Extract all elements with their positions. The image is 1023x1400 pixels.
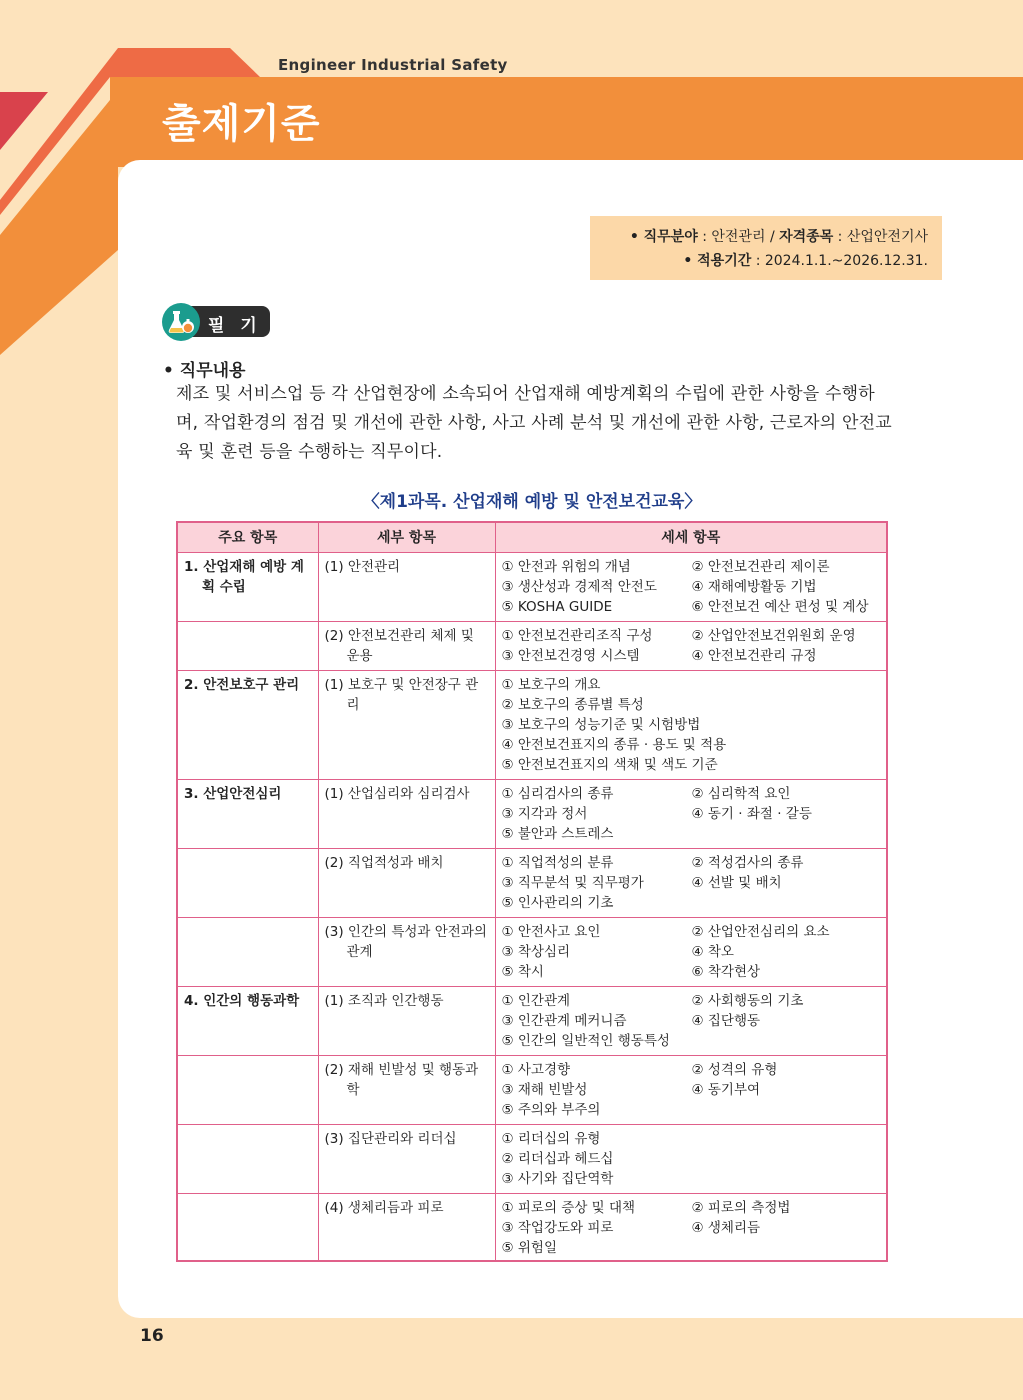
major-item-label: 4. 인간의 행동과학 [184,992,300,1009]
major-item-label: 3. 산업안전심리 [184,785,282,802]
sub-item-cell [318,779,495,848]
detail-item: ⑤ 인간의 일반적인 행동특성 [501,1032,670,1049]
sub-item-label: (1) 산업심리와 심리검사 [324,785,470,802]
table-header-row [177,522,887,552]
table-row [177,986,887,1055]
table-row [177,670,887,779]
detail-item: ⑥ 안전보건 예산 편성 및 계상 [691,598,869,615]
detail-item: ① 피로의 증상 및 대책 [501,1199,636,1216]
detail-item: ① 보호구의 개요 [501,676,601,693]
sub-item-cell [318,621,495,670]
detail-item: ④ 집단행동 [691,1012,761,1029]
sub-item-cell [318,1193,495,1261]
detail-item: ④ 동기 · 좌절 · 갈등 [691,805,812,822]
detail-items-cell [495,986,887,1055]
major-item-cell [177,552,318,621]
major-item-cell [177,917,318,986]
table-row [177,1055,887,1124]
table-caption: 〈제1과목. 산업재해 예방 및 안전보건교육〉 [362,492,702,512]
detail-item: ② 보호구의 종류별 특성 [501,696,644,713]
info-line-period: • 적용기간 : 2024.1.1.~2026.12.31. [683,253,928,269]
sub-item-cell [318,917,495,986]
column-header: 세세 항목 [495,522,887,552]
sub-item-cell [318,848,495,917]
sub-item-label: (1) 조직과 인간행동 [324,992,444,1009]
flask-icon [162,303,200,341]
detail-item: ⑤ KOSHA GUIDE [501,598,613,615]
column-header: 주요 항목 [177,522,318,552]
detail-item: ⑤ 착시 [501,963,544,980]
detail-item: ③ 지각과 정서 [501,805,588,822]
detail-item: ④ 동기부여 [691,1081,761,1098]
detail-items-cell [495,1055,887,1124]
table-body [177,552,887,1261]
detail-item: ① 심리검사의 종류 [501,785,614,802]
detail-item: ③ 생산성과 경제적 안전도 [501,578,657,595]
major-item-label: 2. 안전보호구 관리 [184,676,300,693]
detail-item: ③ 안전보건경영 시스템 [501,647,640,664]
detail-item: ② 사회행동의 기초 [691,992,804,1009]
major-item-cell [177,1193,318,1261]
page-title: 출제기준 [162,101,321,147]
sub-item-label: (1) 보호구 및 안전장구 관리 [324,676,479,713]
detail-item: ② 성격의 유형 [691,1061,778,1078]
detail-items-cell [495,917,887,986]
table-row [177,1193,887,1261]
detail-item: ④ 생체리듬 [691,1219,761,1236]
sub-item-cell [318,986,495,1055]
detail-items-cell [495,621,887,670]
sub-item-label: (2) 직업적성과 배치 [324,854,444,871]
major-item-cell [177,986,318,1055]
detail-item: ⑤ 불안과 스트레스 [501,825,614,842]
detail-item: ① 안전과 위험의 개념 [501,558,631,575]
detail-item: ② 심리학적 요인 [691,785,791,802]
header-subtitle: Engineer Industrial Safety [278,56,508,74]
detail-items-cell [495,552,887,621]
sub-item-label: (2) 안전보건관리 체제 및 운용 [324,627,474,664]
column-header: 세부 항목 [318,522,495,552]
page-number: 16 [140,1326,164,1346]
detail-item: ④ 선발 및 배치 [691,874,782,891]
duty-heading: • 직무내용 [163,361,246,381]
major-item-cell [177,779,318,848]
detail-item: ⑤ 주의와 부주의 [501,1101,601,1118]
detail-item: ⑤ 안전보건표지의 색채 및 색도 기준 [501,756,718,773]
detail-item: ③ 재해 빈발성 [501,1081,588,1098]
detail-item: ① 인간관계 [501,992,571,1009]
detail-item: ⑤ 위험일 [501,1239,558,1256]
detail-items-cell [495,779,887,848]
major-item-label: 1. 산업재해 예방 계획 수립 [184,558,304,595]
sub-item-label: (1) 안전관리 [324,558,401,575]
detail-item: ④ 재해예방활동 기법 [691,578,817,595]
detail-items-cell [495,1193,887,1261]
detail-item: ④ 착오 [691,943,734,960]
major-item-cell [177,670,318,779]
detail-item: ① 사고경향 [501,1061,571,1078]
detail-item: ① 안전사고 요인 [501,923,601,940]
detail-item: ② 리더십과 헤드십 [501,1150,614,1167]
detail-items-cell [495,848,887,917]
detail-item: ③ 인간관계 메커니즘 [501,1012,627,1029]
info-line-field: • 직무분야 : 안전관리 / 자격종목 : 산업안전기사 [629,229,928,245]
detail-item: ① 리더십의 유형 [501,1130,601,1147]
sub-item-cell [318,670,495,779]
table-row [177,552,887,621]
detail-item: ③ 작업강도와 피로 [501,1219,614,1236]
detail-item: ① 안전보건관리조직 구성 [501,627,653,644]
major-item-cell [177,621,318,670]
detail-item: ② 적성검사의 종류 [691,854,804,871]
detail-item: ⑥ 착각현상 [691,963,761,980]
detail-items-cell [495,1124,887,1193]
detail-item: ③ 사기와 집단역학 [501,1170,614,1187]
written-exam-badge [162,303,270,339]
detail-item: ③ 직무분석 및 직무평가 [501,874,644,891]
sub-item-label: (3) 인간의 특성과 안전과의 관계 [324,923,487,960]
detail-item: ③ 착상심리 [501,943,571,960]
detail-item: ② 산업안전보건위원회 운영 [691,627,856,644]
table-row [177,1124,887,1193]
detail-item: ④ 안전보건표지의 종류 · 용도 및 적용 [501,736,727,753]
detail-item: ① 직업적성의 분류 [501,854,614,871]
table-row [177,917,887,986]
detail-item: ② 안전보건관리 제이론 [691,558,830,575]
table-row [177,779,887,848]
sub-item-label: (2) 재해 빈발성 및 행동과학 [324,1061,479,1098]
detail-item: ⑤ 인사관리의 기초 [501,894,614,911]
sub-item-cell [318,552,495,621]
badge-label: 필 기 [208,316,262,336]
sub-item-label: (3) 집단관리와 리더십 [324,1130,457,1147]
detail-items-cell [495,670,887,779]
sub-item-label: (4) 생체리듬과 피로 [324,1199,444,1216]
info-box [590,216,942,280]
sub-item-cell [318,1055,495,1124]
major-item-cell [177,848,318,917]
detail-item: ④ 안전보건관리 규정 [691,647,817,664]
sub-item-cell [318,1124,495,1193]
major-item-cell [177,1124,318,1193]
duty-text: 제조 및 서비스업 등 각 산업현장에 소속되어 산업재해 예방계획의 수립에 관한 사항을 수행하며, 작업환경의 점검 및 개선에 관한 사항, 사고 사례 분석 및 개선에 관한 사항, 근로자의 안전교육 및 훈련 등을 수행하는 직무이다. [176,384,892,462]
major-item-cell [177,1055,318,1124]
table-row [177,848,887,917]
syllabus-table [176,521,888,1262]
detail-item: ② 산업안전심리의 요소 [691,923,830,940]
detail-item: ③ 보호구의 성능기준 및 시험방법 [501,716,701,733]
table-row [177,621,887,670]
detail-item: ② 피로의 측정법 [691,1199,791,1216]
